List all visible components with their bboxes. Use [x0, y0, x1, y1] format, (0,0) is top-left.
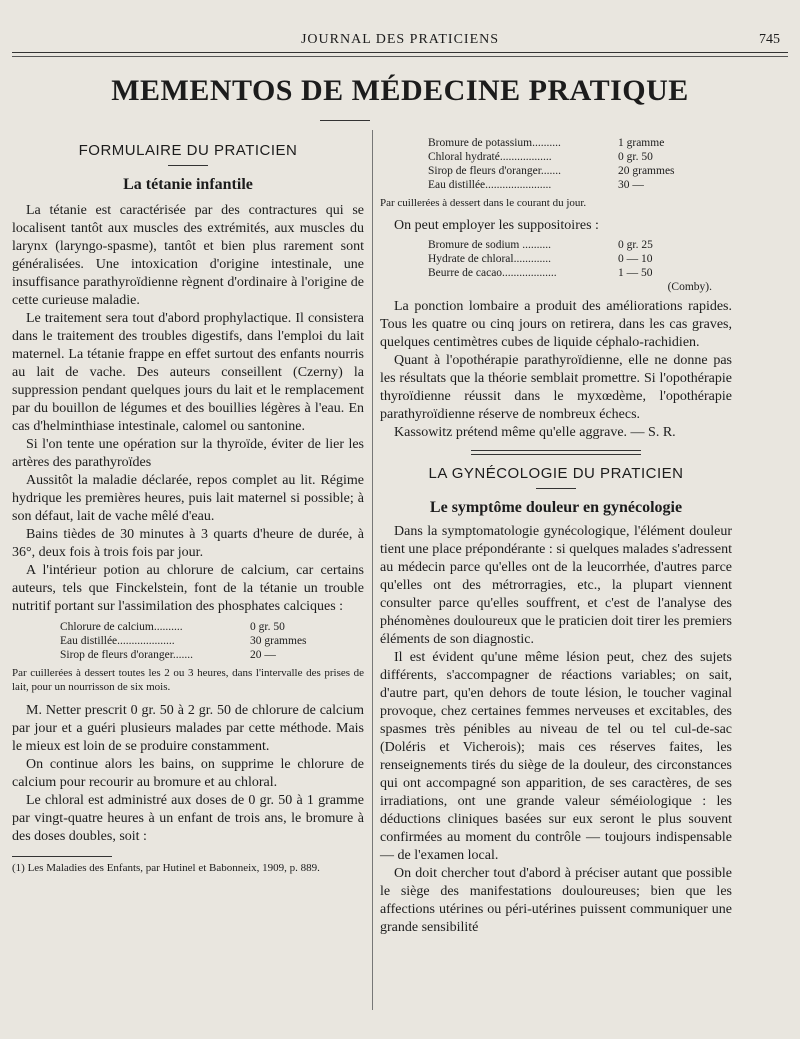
- paragraph: On doit chercher tout d'abord à préciser autant que possible le siège des manifestations douloureuses; bien que les affections utérines ou péri-utérines puissent communiquer une grande sensibilité: [380, 866, 732, 935]
- suppository-intro: On peut employer les suppositoires :: [394, 218, 599, 233]
- paragraph: M. Netter prescrit 0 gr. 50 à 2 gr. 50 de chlorure de calcium par jour et a guéri plusieurs malades par cette méthode. Mais le mieux est loin de se produire constamment.: [12, 703, 364, 754]
- paragraph: On continue alors les bains, on supprime le chlorure de calcium pour recourir au bromure et au chloral.: [12, 757, 364, 790]
- column-divider: [372, 130, 373, 1010]
- ingredient: Beurre de cacao...................: [428, 267, 557, 279]
- prescription-row: [60, 648, 364, 662]
- ingredient: Eau distillée....................: [60, 635, 175, 647]
- prescription-row: [428, 136, 732, 150]
- ingredient: Bromure de potassium..........: [428, 137, 561, 149]
- left-column: [12, 130, 364, 875]
- dose: 20 grammes: [618, 165, 675, 177]
- dose: 0 gr. 25: [618, 239, 653, 251]
- ingredient: Hydrate de chloral.............: [428, 253, 551, 265]
- title-underline: [320, 120, 370, 121]
- prescription-suppositoires: [428, 238, 732, 294]
- footnote: (1) Les Maladies des Enfants, par Hutinel et Babonneix, 1909, p. 889.: [12, 862, 320, 874]
- prescription-row: [428, 150, 732, 164]
- header-rule: [12, 52, 788, 53]
- dose: 1 gramme: [618, 137, 665, 149]
- page-number: 745: [759, 32, 780, 47]
- prescription-row: [60, 620, 364, 634]
- prescription-row: [428, 252, 732, 266]
- dose: 30 —: [618, 179, 644, 191]
- paragraph: Dans la symptomatologie gynécologique, l'élément douleur tient une place prépondérante : si quelques malades s'adressent au médecin parce qu'elles ont de la leucorrhée, d'autres parce qu'elles ont des métrorragies, etc., la plupart viennent consulter parce qu'elles souffrent, et c'est de l'analyse des phénomènes douloureux que le praticien doit tirer les premiers éléments de son diagnostic.: [380, 524, 732, 647]
- ingredient: Bromure de sodium ..........: [428, 239, 551, 251]
- section-rule: [168, 165, 208, 166]
- ingredient: Chloral hydraté..................: [428, 151, 552, 163]
- prescription-note: Par cuillerées à dessert dans le courant du jour.: [380, 197, 587, 209]
- article-title-douleur: Le symptôme douleur en gynécologie: [429, 499, 683, 516]
- prescription-calcium: [60, 620, 364, 662]
- paragraph: Quant à l'opothérapie parathyroïdienne, elle ne donne pas les résultats que la théorie semblait promettre. Si l'opothérapie thyroïdienne réussit dans le myxœdème, l'opothérapie parathyroïdienne réserve de nombreux échecs.: [380, 353, 732, 422]
- paragraph: Il est évident qu'une même lésion peut, chez des sujets différents, s'accompagner de réactions variables; on sait, d'autre part, qu'en dehors de toute lésion, le toucher vaginal provoque, chez certaines femmes nerveuses et excitables, des spasmes très pénibles au niveau de tel ou tel cul-de-sac (Doléris et Vicherois); mais ces réserves faites, les renseignements tirés du siège de la douleur, des circonstances qui ont accompagné son apparition, de ses caractères, de ses irradiations, ont une grande valeur séméiologique : les déductions cliniques basées sur eux seront le plus souvent confirmées au moment du contrôle — toujours indispensable — de l'examen local.: [380, 650, 732, 863]
- paragraph: A l'intérieur potion au chlorure de calcium, car certains auteurs, tels que Finckelstein, font de la tétanie un trouble nutritif portant sur l'assimilation des phosphates calciques :: [12, 563, 364, 614]
- paragraph: Si l'on tente une opération sur la thyroïde, éviter de lier les artères des parathyroïdes: [12, 437, 364, 470]
- paragraph: Le chloral est administré aux doses de 0 gr. 50 à 1 gramme par vingt-quatre heures à un enfant de trois ans, le bromure à des doses doubles, soit :: [12, 793, 364, 844]
- paragraph: Le traitement sera tout d'abord prophylactique. Il consistera dans le traitement des troubles digestifs, dans l'emploi du lait maternel. La tétanie frappe en effet surtout des enfants nourris au lait de vache. Des auteurs conseillent (Czerny) la suppression pendant quelques jours du lait et le remplacement par du bouillon de légumes et des bouillies légères à l'eau. En cas d'helminthiase intestinale, calomel ou santonine.: [12, 311, 364, 434]
- section-heading-formulaire: FORMULAIRE DU PRATICIEN: [78, 142, 298, 159]
- dose: 1 — 50: [618, 267, 653, 279]
- dose: 30 grammes: [250, 635, 307, 647]
- paragraph: Aussitôt la maladie déclarée, repos complet au lit. Régime hydrique les premières heures, puis lait maternel si possible; à son défaut, lait de vache mêlé d'eau.: [12, 473, 364, 524]
- prescription-row: [428, 164, 732, 178]
- paragraph: Kassowitz prétend même qu'elle aggrave. — S. R.: [394, 425, 676, 440]
- ingredient: Sirop de fleurs d'oranger.......: [60, 649, 194, 661]
- prescription-bromure: [428, 136, 732, 192]
- dose: 0 — 10: [618, 253, 653, 265]
- article-title-tetanie: La tétanie infantile: [123, 176, 253, 193]
- section-heading-gynecologie: LA GYNÉCOLOGIE DU PRATICIEN: [428, 465, 684, 482]
- prescription-row: [428, 280, 732, 294]
- ingredient: Sirop de fleurs d'oranger.......: [428, 165, 562, 177]
- ingredient: Eau distillée.......................: [428, 179, 552, 191]
- prescription-row: [60, 634, 364, 648]
- right-column: [380, 130, 732, 937]
- dose: 0 gr. 50: [618, 151, 653, 163]
- paragraph: La tétanie est caractérisée par des contractures qui se localisent tantôt aux muscles des extrémités, aux muscles du larynx (laryngo-spasme), tantôt et bien plus rarement sont généralisées. Une intoxication d'origine intestinale, une insuffisance parathyroïdienne règnent d'ordinaire à l'origine de cette curieuse maladie.: [12, 203, 364, 308]
- dose: 0 gr. 50: [250, 621, 285, 633]
- prescription-note: Par cuillerées à dessert toutes les 2 ou 3 heures, dans l'intervalle des prises de lait, pour un nourrisson de six mois.: [12, 667, 364, 693]
- journal-title: JOURNAL DES PRATICIENS: [300, 32, 500, 47]
- ingredient: Chlorure de calcium..........: [60, 621, 183, 633]
- author-citation: (Comby).: [667, 281, 712, 293]
- prescription-row: [428, 178, 732, 192]
- prescription-row: [428, 266, 732, 280]
- section-separator: [471, 450, 641, 455]
- dose: 20 —: [250, 649, 276, 661]
- paragraph: La ponction lombaire a produit des améliorations rapides. Tous les quatre ou cinq jours on retirera, dans les cas graves, quelques centimètres cubes de liquide céphalo-rachidien.: [380, 299, 732, 350]
- prescription-row: [428, 238, 732, 252]
- header-rule-thin: [12, 56, 788, 57]
- footnote-rule: [12, 856, 112, 857]
- running-head: [0, 28, 800, 52]
- paragraph: Bains tièdes de 30 minutes à 3 quarts d'heure de durée, à 36°, deux fois à trois fois par jour.: [12, 527, 364, 560]
- section-rule: [536, 488, 576, 489]
- page-title: MEMENTOS DE MÉDECINE PRATIQUE: [111, 74, 689, 107]
